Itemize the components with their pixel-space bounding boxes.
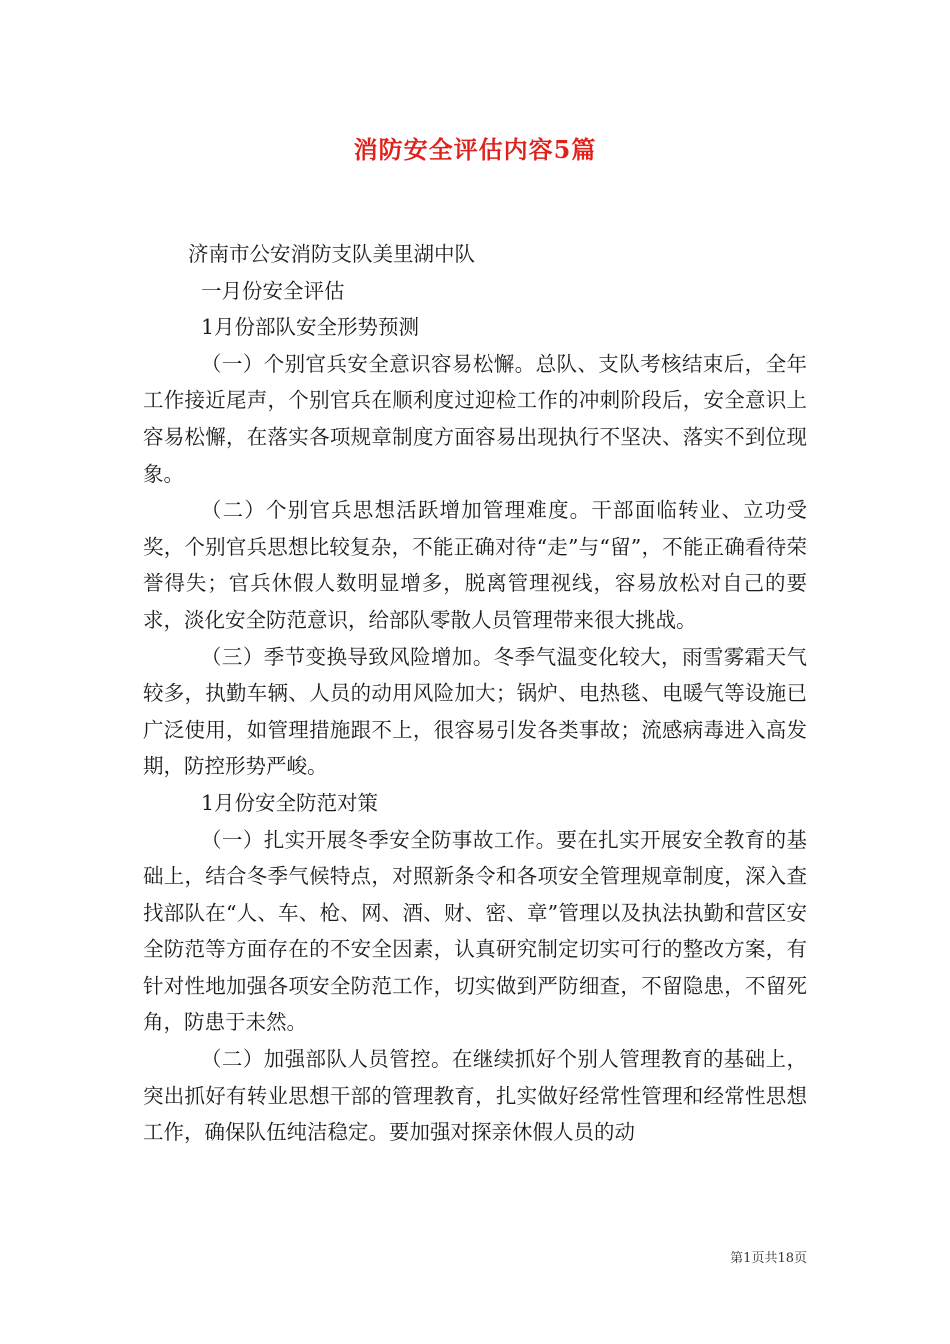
paragraph: （三）季节变换导致风险增加。冬季气温变化较大，雨雪雾霜天气较多，执勤车辆、人员的动用风险加大；锅炉、电热毯、电暖气等设施已广泛使用，如管理措施跟不上，很容易引发各类事故；流感病毒进入高发期，防控形势严峻。 — [143, 644, 807, 779]
paragraph: （二）加强部队人员管控。在继续抓好个别人管理教育的基础上，突出抓好有转业思想干部的管理教育，扎实做好经常性管理和经常性思想工作，确保队伍纯洁稳定。要加强对探亲休假人员的动 — [143, 1047, 807, 1145]
paragraph: （二）个别官兵思想活跃增加管理难度。干部面临转业、立功受奖，个别官兵思想比较复杂，不能正确对待“走”与“留”，不能正确看待荣誉得失；官兵休假人数明显增多，脱离管理视线，容易放松对自己的要求，淡化安全防范意识，给部队零散人员管理带来很大挑战。 — [143, 498, 807, 632]
document-title: 消防安全评估内容5篇 — [353, 135, 597, 164]
section-heading-forecast: 1月份部队安全形势预测 — [201, 315, 420, 340]
paragraph: （一）扎实开展冬季安全防事故工作。要在扎实开展安全教育的基础上，结合冬季气候特点，对照新条令和各项安全管理规章制度，深入查找部队在“人、车、枪、网、酒、财、密、章”管理以及执法执勤和营区安全防范等方面存在的不安全因素，认真研究制定切实可行的整改方案，有针对性地加强各项安全防范工作，切实做到严防细查，不留隐患，不留死角，防患于未然。 — [143, 827, 807, 1035]
section-subtitle: 一月份安全评估 — [201, 278, 345, 303]
org-name: 济南市公安消防支队美里湖中队 — [188, 242, 475, 266]
paragraph: （一）个别官兵安全意识容易松懈。总队、支队考核结束后，全年工作接近尾声，个别官兵在顺利度过迎检工作的冲刺阶段后，安全意识上容易松懈，在落实各项规章制度方面容易出现执行不坚决、落实不到位现象。 — [143, 351, 807, 486]
section-heading-countermeasures: 1月份安全防范对策 — [201, 790, 379, 815]
document-body — [143, 236, 807, 1151]
page-number-footer: 第1页共18页 — [730, 1251, 807, 1266]
